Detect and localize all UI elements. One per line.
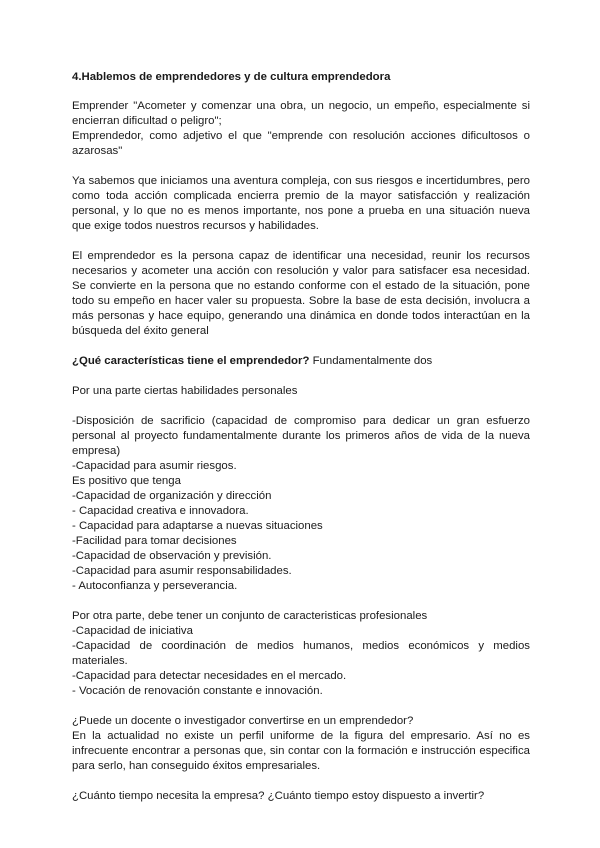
definition-emprendedor: Emprendedor, como adjetivo el que "emprende con resolución acciones dificultosos o azarosas" [72,130,530,157]
characteristics-question-title: ¿Qué características tiene el emprendedor? [72,355,310,367]
teacher-question: ¿Puede un docente o investigador convertirse en un emprendedor? [72,715,414,727]
list-item: - Vocación de renovación constante e innovación. [72,685,323,697]
list-item: -Capacidad de organización y dirección [72,490,272,502]
document-page [72,70,530,819]
list-item: -Capacidad para asumir responsabilidades. [72,565,292,577]
list-item: -Disposición de sacrificio (capacidad de compromiso para dedicar un gran esfuerzo personal al proyecto fundamentalmente durante los primeros años de vida de la nueva empresa) [72,415,530,457]
list-item: -Facilidad para tomar decisiones [72,535,237,547]
list-item: - Capacidad para adaptarse a nuevas situaciones [72,520,323,532]
list-item: -Capacidad para asumir riesgos. [72,460,237,472]
list-item: - Capacidad creativa e innovadora. [72,505,249,517]
section-heading: 4.Hablemos de emprendedores y de cultura emprendedora [72,71,391,83]
definitions-block [72,99,530,159]
entrepreneur-paragraph: El emprendedor es la persona capaz de identificar una necesidad, reunir los recursos necesarios y acometer una acción con resolución y valor para satisfacer esa necesidad. Se convierte en la persona que no estando conforme con el estado de la situación, pone todo su empeño en hacer valer su propuesta. Sobre la base de esta decisión, involucra a más personas y hace equipo, generando una dinámica en donde todos interactúan en la búsqueda del éxito general [72,250,530,337]
list-item: Es positivo que tenga [72,475,181,487]
definition-emprender: Emprender "Acometer y comenzar una obra, un negocio, un empeño, especialmente si encierran dificultad o peligro"; [72,100,530,127]
list-item: - Autoconfianza y perseverancia. [72,580,238,592]
list-item: -Capacidad de iniciativa [72,625,193,637]
teacher-question-block [72,714,530,774]
personal-skills-list [72,414,530,594]
professional-skills-list [72,609,530,699]
list-item: -Capacidad de coordinación de medios humanos, medios económicos y medios materiales. [72,640,530,667]
intro-paragraph: Ya sabemos que iniciamos una aventura compleja, con sus riesgos e incertidumbres, pero como toda acción complicada encierra premio de la mayor satisfacción y realización personal, y lo que no es menos importante, nos pone a prueba en una situación nueva que exige todos nuestros recursos y habilidades. [72,175,530,232]
list-item: -Capacidad para detectar necesidades en el mercado. [72,670,347,682]
characteristics-question [72,354,530,369]
time-question: ¿Cuánto tiempo necesita la empresa? ¿Cuánto tiempo estoy dispuesto a invertir? [72,790,485,802]
personal-skills-intro: Por una parte ciertas habilidades personales [72,385,298,397]
characteristics-question-rest: Fundamentalmente dos [309,355,433,367]
professional-skills-intro: Por otra parte, debe tener un conjunto de caracteristicas profesionales [72,610,428,622]
list-item: -Capacidad de observación y previsión. [72,550,272,562]
teacher-answer: En la actualidad no existe un perfil uniforme de la figura del empresario. Así no es infrecuente encontrar a personas que, sin contar con la formación e instrucción especifica para serlo, han conseguido éxitos empresariales. [72,730,530,772]
